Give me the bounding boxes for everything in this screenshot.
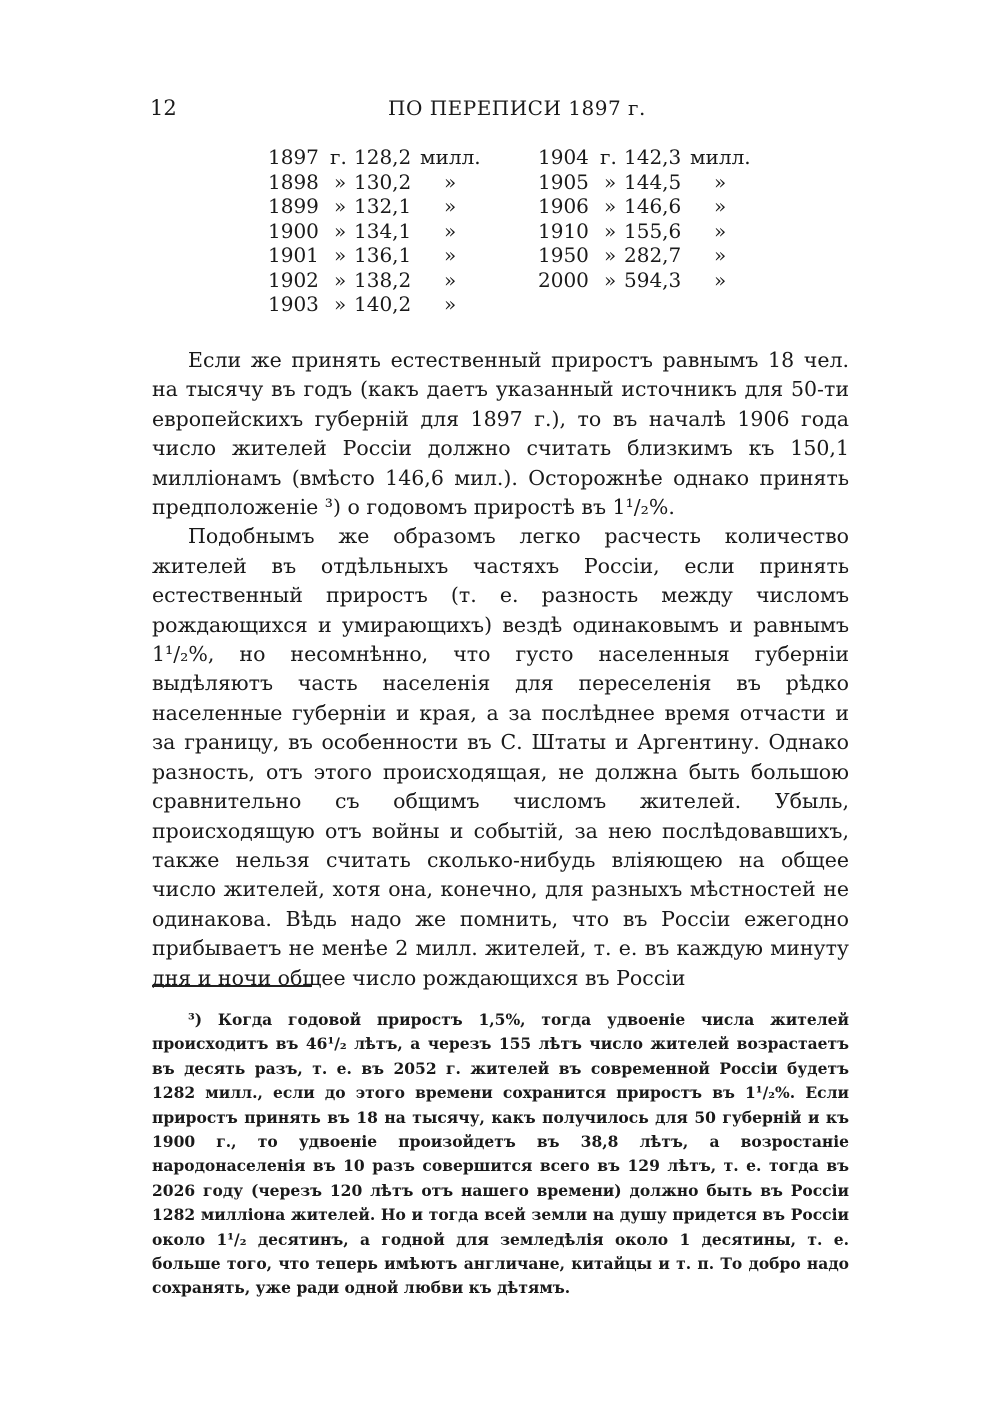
table-suffix: » (444, 292, 457, 316)
table-year: 1899 (268, 194, 319, 218)
table-value: 128,2 (354, 145, 412, 169)
footnote: ³) Когда годовой приростъ 1,5%, тогда удвоеніе числа жителей происходитъ въ 46¹/₂ лѣтъ, а черезъ 155 лѣтъ число жителей возрастаетъ въ десять разъ, т. е. въ 2052 г. жителей въ современной Россіи будетъ 1282 милл., если до этого времени сохранится приростъ въ 1¹/₂%. Если приростъ принять въ 18 на тысячу, какъ получилось для 50 губерній и къ 1900 г., то удвоеніе произойдетъ въ 38,8 лѣтъ, а возростаніе народонаселенія въ 10 разъ совершится всего въ 129 лѣтъ, т. е. тогда въ 2026 году (черезъ 120 лѣтъ отъ нашего времени) должно быть въ Россіи 1282 милліона жителей. Но и тогда всей земли на душу придется въ Россіи около 1¹/₂ десятинъ, а годной для земледѣлія около 1 десятины, т. е. больше того, что теперь имѣютъ англичане, китайцы и т. п. То добро надо сохранять, уже ради одной любви къ дѣтямъ. (152, 1010, 849, 1298)
body-text (152, 346, 849, 993)
table-unit: » (604, 267, 617, 292)
paragraph: Подобнымъ же образомъ легко расчесть количество жителей въ отдѣльныхъ частяхъ Россіи, если принять естественный приростъ (т. е. разность между числомъ рождающихся и умирающихъ) вездѣ одинаковымъ и равнымъ 1¹/₂%, но несомнѣнно, что густо населенныя губерніи выдѣляютъ часть населенія для переселенія въ рѣдко населенные губерніи и края, а за послѣднее время отчасти и за границу, въ особенности въ С. Штаты и Аргентину. Однако разность, отъ этого происходящая, не должна быть большою сравнительно съ общимъ числомъ жителей. Убыль, происходящую отъ войны и событій, за нею послѣдовавшихъ, также нельзя считать сколько-нибудь вліяющею на общее число жителей, хотя она, конечно, для разныхъ мѣстностей не одинакова. Вѣдь надо же помнить, что въ Россіи ежегодно прибываетъ не менѣе 2 милл. жителей, т. е. въ каждую минуту дня и ночи общее число рождающихся въ Россіи (152, 524, 849, 990)
table-value: 136,1 (354, 243, 412, 267)
table-value: 594,3 (624, 267, 682, 292)
table-unit: » (334, 218, 347, 243)
table-unit: » (604, 194, 617, 218)
table-year: 1898 (268, 169, 319, 194)
table-unit: » (334, 243, 347, 267)
table-year: 1910 (538, 218, 589, 243)
table-unit: г. (600, 145, 617, 169)
table-suffix: » (714, 243, 727, 267)
table-value: 138,2 (354, 267, 412, 292)
table-year: 1906 (538, 194, 589, 218)
table-suffix: » (714, 194, 727, 218)
table-suffix: » (714, 218, 727, 243)
table-value: 132,1 (354, 194, 412, 218)
table-year: 1903 (268, 292, 319, 316)
table-value: 142,3 (624, 145, 682, 169)
table-year: 1905 (538, 169, 589, 194)
table-suffix: » (714, 267, 727, 292)
table-year: 1904 (538, 145, 589, 169)
table-suffix: » (444, 267, 457, 292)
table-suffix: » (444, 218, 457, 243)
table-value: 134,1 (354, 218, 412, 243)
table-suffix: » (444, 194, 457, 218)
table-unit: » (334, 292, 347, 316)
table-value: 140,2 (354, 292, 412, 316)
table-suffix: » (444, 169, 457, 194)
table-value: 146,6 (624, 194, 682, 218)
table-unit: » (334, 194, 347, 218)
table-year: 1950 (538, 243, 589, 267)
table-unit: » (604, 218, 617, 243)
table-unit: » (604, 169, 617, 194)
table-value: 155,6 (624, 218, 682, 243)
table-suffix: милл. (690, 145, 751, 169)
table-unit: » (604, 243, 617, 267)
table-year: 2000 (538, 267, 589, 292)
table-suffix: милл. (420, 145, 481, 169)
table-value: 130,2 (354, 169, 412, 194)
table-year: 1902 (268, 267, 319, 292)
table-unit: » (334, 267, 347, 292)
table-year: 1900 (268, 218, 319, 243)
paragraph: Если же принять естественный приростъ равнымъ 18 чел. на тысячу въ годъ (какъ даетъ указанный источникъ для 50-ти европейскихъ губерній для 1897 г.), то въ началѣ 1906 года число жителей Россіи должно считать близкимъ къ 150,1 милліонамъ (вмѣсто 146,6 мил.). Осторожнѣе однако принять предположеніе ³) о годовомъ приростѣ въ 1¹/₂%. (152, 348, 849, 520)
page-number: 12 (150, 96, 177, 120)
table-suffix: » (444, 243, 457, 267)
running-head: ПО ПЕРЕПИСИ 1897 г. (388, 96, 646, 120)
table-unit: г. (330, 145, 347, 169)
table-unit: » (334, 169, 347, 194)
table-value: 144,5 (624, 169, 682, 194)
table-suffix: » (714, 169, 727, 194)
table-year: 1897 (268, 145, 319, 169)
table-year: 1901 (268, 243, 319, 267)
table-value: 282,7 (624, 243, 682, 267)
footnote-divider (152, 985, 312, 987)
